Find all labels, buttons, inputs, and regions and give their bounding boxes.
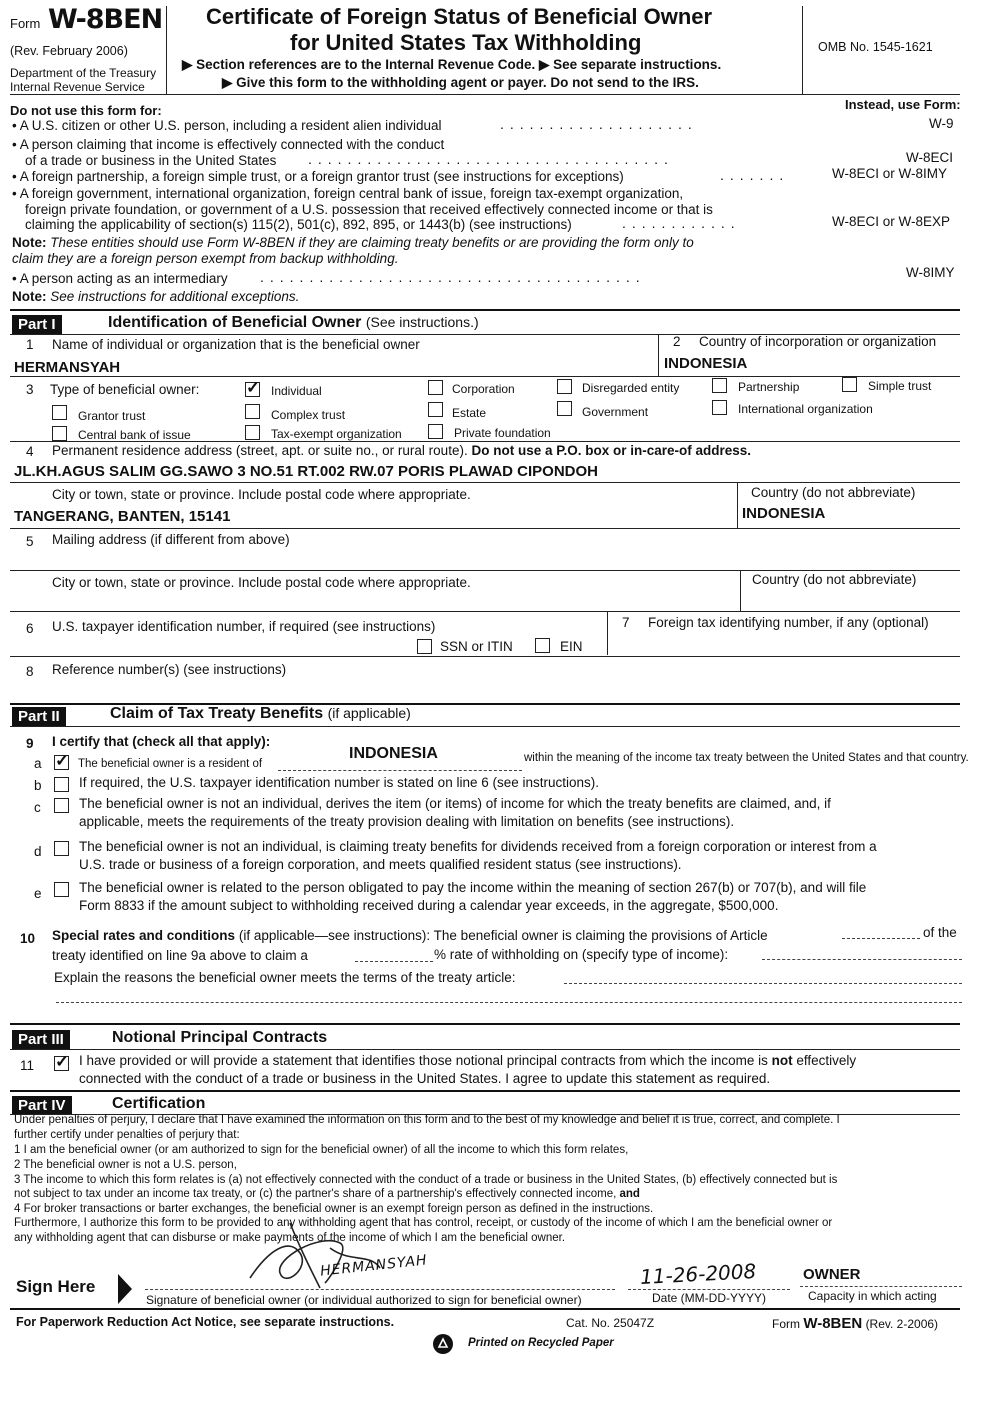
signature-scribble[interactable] (230, 1218, 490, 1298)
line4-number: 4 (26, 444, 34, 459)
line9c-letter: c (34, 800, 41, 815)
checkbox-9e[interactable] (54, 882, 69, 897)
type-intl-org-label: International organization (738, 402, 873, 416)
line4-address-value[interactable]: JL.KH.AGUS SALIM GG.SAWO 3 NO.51 RT.002 RW.07 PORIS PLAWAD CIPONDOH (14, 463, 598, 480)
line3-number: 3 (26, 382, 34, 397)
checkbox-complex-trust[interactable] (245, 404, 260, 419)
line9c-text1: The beneficial owner is not an individual, derives the item (or items) of income for which the treaty benefits are claimed, and, if (79, 796, 831, 811)
cert-item-3a: 3 The income to which this form relates is (a) not effectively connected with the conduct of a trade or business in the United States, (b) effectively connected but is (14, 1174, 838, 1186)
line6-label: U.S. taxpayer identification number, if required (see instructions) (52, 619, 436, 634)
line10-text-b1: treaty identified on line 9a above to claim a (52, 948, 308, 963)
line9d-letter: d (34, 844, 42, 859)
instead-form-w8imy: W-8IMY (906, 265, 955, 280)
footer-form: Form W-8BEN (Rev. 2-2006) (772, 1315, 939, 1332)
line7-number: 7 (622, 615, 630, 630)
do-not-use-item-2: • A person claiming that income is effectively connected with the conduct (12, 137, 445, 152)
sign-here-label: Sign Here (16, 1277, 96, 1296)
type-grantor-trust-label: Grantor trust (78, 409, 146, 423)
line7-label: Foreign tax identifying number, if any (optional) (648, 615, 929, 630)
cert-para-2: further certify under penalties of perjury that: (14, 1129, 240, 1141)
form-number: W-8BEN (48, 4, 163, 35)
line11-text-b: connected with the conduct of a trade or business in the United States. I agree to update this statement as required. (79, 1071, 771, 1086)
part1-label: Part I (12, 315, 62, 334)
part3-title: Notional Principal Contracts (112, 1029, 328, 1046)
cat-number: Cat. No. 25047Z (566, 1316, 655, 1330)
paperwork-notice: For Paperwork Reduction Act Notice, see separate instructions. (16, 1315, 395, 1329)
date-label: Date (MM-DD-YYYY) (652, 1291, 767, 1305)
form-title-line2: for United States Tax Withholding (290, 30, 642, 55)
line9a-letter: a (34, 756, 42, 771)
checkbox-ssn-itin[interactable] (417, 639, 432, 654)
signature-label: Signature of beneficial owner (or individual authorized to sign for beneficial owner) (146, 1293, 582, 1307)
form-subtitle-2: ▶ Give this form to the withholding agent or payer. Do not send to the IRS. (222, 75, 699, 90)
type-government-label: Government (582, 405, 649, 419)
do-not-use-item-2b: of a trade or business in the United States (25, 153, 277, 168)
do-not-use-item-4b: foreign private foundation, or government of a U.S. possession that received effectively connected income or that is (25, 202, 713, 217)
line1-label: Name of individual or organization that is the beneficial owner (52, 337, 420, 352)
cert-further-1: Furthermore, I authorize this form to be provided to any withholding agent that has control, receipt, or custody of the income of which I am the beneficial owner or (14, 1217, 833, 1229)
part3-label: Part III (12, 1030, 70, 1049)
date-value[interactable]: 11-26-2008 (639, 1258, 757, 1290)
line4-label: Permanent residence address (street, apt. or suite no., or rural route). Do not use a P.O. box or in-care-of address. (52, 443, 752, 458)
checkbox-disregarded-entity[interactable] (557, 379, 572, 394)
item-text: A foreign partnership, a foreign simple trust, or a foreign grantor trust (see instructions for exceptions) (19, 169, 624, 184)
line9-number: 9 (26, 736, 34, 751)
city-label: City or town, state or province. Include postal code where appropriate. (52, 487, 471, 502)
line9c-text2: applicable, meets the requirements of the treaty provision dealing with limitation on benefits (see instructions). (79, 814, 735, 829)
country2-label: Country (do not abbreviate) (752, 572, 917, 587)
type-corporation-label: Corporation (452, 382, 515, 396)
checkbox-central-bank[interactable] (52, 426, 67, 441)
note-1: Note: These entities should use Form W-8BEN if they are claiming treaty benefits or are providing the form only to (12, 235, 694, 250)
type-private-foundation-label: Private foundation (454, 426, 551, 440)
checkbox-partnership[interactable] (712, 378, 727, 393)
line9d-text2: U.S. trade or business of a foreign corporation, and meets qualified resident status (see instructions). (79, 857, 682, 872)
sign-arrow-icon (116, 1272, 134, 1306)
instead-form-w8eci-w8imy: W-8ECI or W-8IMY (832, 166, 948, 181)
checkbox-ein[interactable] (535, 638, 550, 653)
part1-title: Identification of Beneficial Owner (See instructions.) (108, 314, 479, 331)
cert-item-1: 1 I am the beneficial owner (or am authorized to sign for the beneficial owner) of all the income to which this form relates, (14, 1144, 629, 1156)
omb-number: OMB No. 1545-1621 (818, 40, 933, 54)
checkbox-tax-exempt[interactable] (245, 425, 260, 440)
checkbox-estate[interactable] (428, 402, 443, 417)
line9a-text1: The beneficial owner is a resident of (78, 758, 263, 770)
line1-name-value[interactable]: HERMANSYAH (14, 359, 121, 376)
line9b-text: If required, the U.S. taxpayer identification number is stated on line 6 (see instructions). (79, 775, 600, 790)
do-not-use-heading: Do not use this form for: (10, 103, 162, 118)
type-tax-exempt-label: Tax-exempt organization (271, 427, 402, 441)
item-text: A foreign government, international organization, foreign central bank of issue, foreign tax-exempt organization, (19, 186, 684, 201)
checkbox-9b[interactable] (54, 777, 69, 792)
line9d-text1: The beneficial owner is not an individual, is claiming treaty benefits for dividends received from a foreign corporation or interest from a (79, 839, 877, 854)
line9a-country-value[interactable]: INDONESIA (349, 745, 438, 762)
line1-number: 1 (26, 337, 34, 352)
recycle-icon (432, 1333, 454, 1355)
line9-label: I certify that (check all that apply): (52, 734, 271, 749)
line9e-text1: The beneficial owner is related to the person obligated to pay the income within the meaning of section 267(b) or 707(b), and will file (79, 880, 867, 895)
line10-text-b2: % rate of withholding on (specify type of income): (434, 947, 729, 962)
line10-text-c: Explain the reasons the beneficial owner meets the terms of the treaty article: (54, 970, 516, 985)
form-title-line1: Certificate of Foreign Status of Beneficial Owner (206, 4, 713, 29)
do-not-use-item-3: • A foreign partnership, a foreign simple trust, or a foreign grantor trust (see instructions for exceptions) (12, 169, 624, 184)
signature-name: HERMANSYAH (319, 1252, 429, 1280)
form-subtitle-1: ▶ Section references are to the Internal Revenue Code. ▶ See separate instructions. (182, 57, 722, 72)
item-text: A person claiming that income is effectively connected with the conduct (19, 137, 445, 152)
line2-number: 2 (673, 334, 681, 349)
form-revision: (Rev. February 2006) (10, 44, 128, 58)
line8-number: 8 (26, 664, 34, 679)
line9a-text2: within the meaning of the income tax treaty between the United States and that country. (524, 752, 969, 764)
instead-form-w8eci: W-8ECI (906, 150, 954, 165)
checkbox-9c[interactable] (54, 798, 69, 813)
city2-label: City or town, state or province. Include postal code where appropriate. (52, 575, 471, 590)
line10-of-the: of the (923, 925, 957, 940)
form-word: Form (10, 16, 41, 31)
checkbox-simple-trust[interactable] (842, 377, 857, 392)
cert-para-1: Under penalties of perjury, I declare that I have examined the information on this form and to the best of my knowledge and belief it is true, correct, and complete. I (14, 1114, 840, 1126)
do-not-use-item-1: • A U.S. citizen or other U.S. person, including a resident alien individual (12, 118, 442, 133)
checkbox-individual[interactable] (245, 382, 260, 397)
line10-text-a: Special rates and conditions (if applicable—see instructions): The beneficial owner is claiming the provisions of Article (52, 928, 768, 943)
dept-treasury: Department of the Treasury (10, 66, 157, 80)
item-text: A U.S. citizen or other U.S. person, including a resident alien individual (19, 118, 442, 133)
line6-number: 6 (26, 621, 34, 636)
note-1b: claim they are a foreign person exempt from backup withholding. (12, 251, 399, 266)
checkbox-international-organization[interactable] (712, 400, 727, 415)
part2-title: Claim of Tax Treaty Benefits (if applicable) (110, 705, 411, 722)
checkbox-private-foundation[interactable] (428, 424, 443, 439)
part4-title: Certification (112, 1095, 206, 1112)
checkbox-government[interactable] (557, 401, 572, 416)
city-value[interactable]: TANGERANG, BANTEN, 15141 (14, 508, 231, 525)
cert-item-2: 2 The beneficial owner is not a U.S. person, (14, 1159, 237, 1171)
recycled-paper-label: Printed on Recycled Paper (468, 1337, 614, 1349)
type-estate-label: Estate (452, 406, 487, 420)
line9e-letter: e (34, 886, 42, 901)
line11-number: 11 (20, 1058, 35, 1073)
instead-form-w9: W-9 (929, 116, 954, 131)
cert-further-2: any withholding agent that can disburse or make payments of the income of which I am the beneficial owner. (14, 1232, 566, 1244)
line3-label: Type of beneficial owner: (50, 382, 200, 397)
line9b-letter: b (34, 778, 42, 793)
do-not-use-intermediary: • A person acting as an intermediary (12, 271, 228, 286)
checkbox-grantor-trust[interactable] (52, 405, 67, 420)
ein-label: EIN (560, 639, 583, 654)
checkbox-11[interactable] (54, 1056, 69, 1071)
instead-use-heading: Instead, use Form: (845, 97, 961, 112)
do-not-use-item-4: • A foreign government, international organization, foreign central bank of issue, foreign tax-exempt organization, (12, 186, 684, 201)
line10-number: 10 (20, 931, 36, 946)
type-complex-trust-label: Complex trust (271, 408, 346, 422)
checkbox-9a[interactable] (54, 755, 69, 770)
checkbox-9d[interactable] (54, 841, 69, 856)
cert-item-4: 4 For broker transactions or barter exchanges, the beneficial owner is an exempt foreign person as defined in the instructions. (14, 1203, 654, 1215)
line2-label: Country of incorporation or organization (699, 334, 937, 349)
part2-label: Part II (12, 707, 66, 726)
country-label: Country (do not abbreviate) (751, 485, 916, 500)
type-partnership-label: Partnership (738, 380, 800, 394)
capacity-value[interactable]: OWNER (803, 1266, 861, 1283)
line8-label: Reference number(s) (see instructions) (52, 662, 287, 677)
line11-text-a: I have provided or will provide a statement that identifies those notional principal contracts from which the income is not effectively (79, 1053, 857, 1068)
cert-item-3b: not subject to tax under an income tax treaty, or (c) the partner's share of a partnership's effectively connected income, and (14, 1188, 640, 1200)
irs-label: Internal Revenue Service (10, 80, 145, 94)
part4-label: Part IV (12, 1096, 72, 1115)
type-disregarded-label: Disregarded entity (582, 381, 680, 395)
line9e-text2: Form 8833 if the amount subject to withholding received during a calendar year exceeds, in the aggregate, $500,000. (79, 898, 779, 913)
do-not-use-item-4c: claiming the applicability of section(s) 115(2), 501(c), 892, 895, or 1443(b) (see instructions) (25, 217, 572, 232)
ssn-itin-label: SSN or ITIN (440, 639, 513, 654)
country-value[interactable]: INDONESIA (742, 505, 826, 522)
instead-form-w8eci-w8exp: W-8ECI or W-8EXP (832, 214, 951, 229)
note-2: Note: See instructions for additional exceptions. (12, 289, 300, 304)
type-simple-trust-label: Simple trust (868, 379, 932, 393)
type-individual-label: Individual (271, 384, 322, 398)
capacity-label: Capacity in which acting (808, 1289, 937, 1303)
type-central-bank-label: Central bank of issue (78, 428, 191, 442)
line2-country-value[interactable]: INDONESIA (664, 355, 748, 372)
checkbox-corporation[interactable] (428, 380, 443, 395)
line5-label: Mailing address (if different from above) (52, 532, 290, 547)
line5-number: 5 (26, 534, 34, 549)
